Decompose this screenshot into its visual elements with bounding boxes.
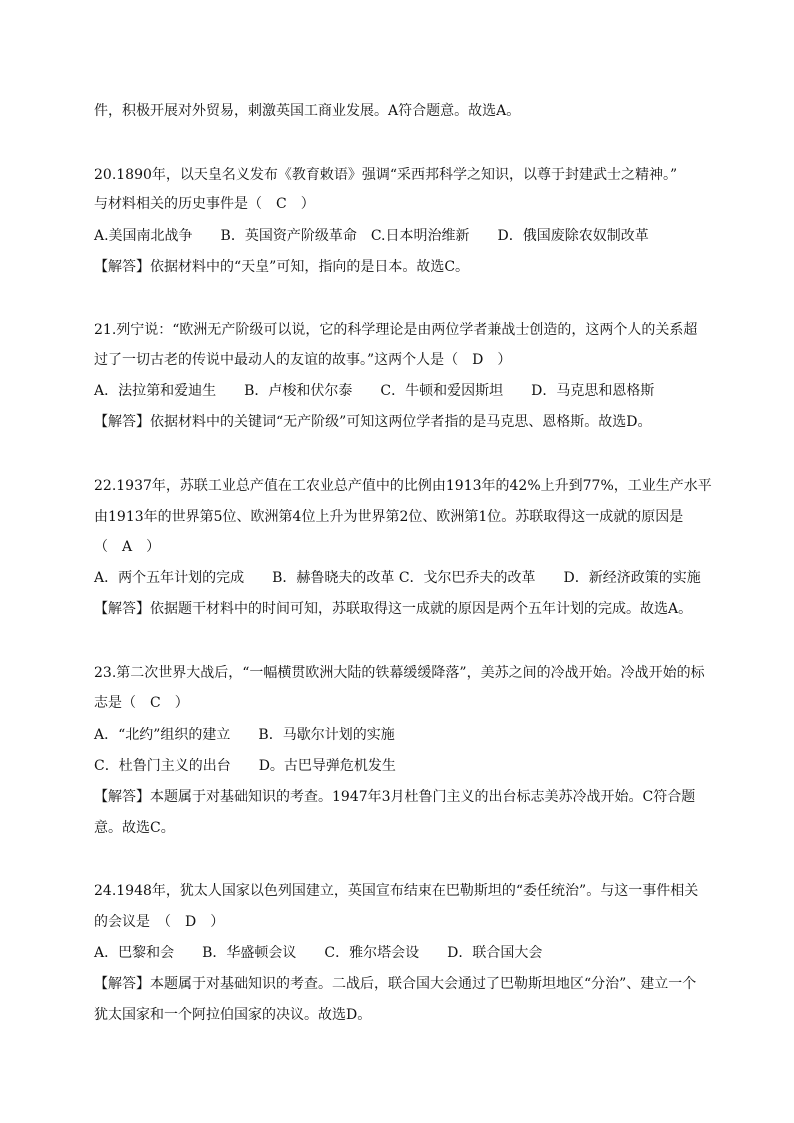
q24-stem-line1: 24.1948年，犹太人国家以色列国建立，英国宣布结束在巴勒斯坦的“委任统治”。与这一事件相关 — [94, 883, 699, 899]
intro-answer-continuation: 件，积极开展对外贸易，刺激英国工商业发展。A符合题意。故选A。 — [94, 103, 521, 119]
q23-options-line1: A．“北约”组织的建立 B．马歇尔计划的实施 — [94, 727, 395, 743]
q20-options: A.美国南北战争 B．英国资产阶级革命 C.日本明治维新 D．俄国废除农奴制改革 — [94, 228, 649, 244]
q24-stem-line2: 的会议是 （ D ） — [94, 914, 225, 930]
q22-stem-line2: 由1913年的世界第5位、欧洲第4位上升为世界第2位、欧洲第1位。苏联取得这一成就的原因是 — [94, 509, 684, 525]
q23-stem-line2: 志是（ C ） — [94, 695, 189, 711]
q20-stem-line1: 20.1890年，以天皇名义发布《教育敕语》强调“采西邦科学之知识，以尊于封建武士之精神。” — [94, 167, 678, 183]
q20-answer: 【解答】依据材料中的“天皇”可知，指向的是日本。故选C。 — [94, 259, 470, 275]
q22-answer: 【解答】依据题干材料中的时间可知，苏联取得这一成就的原因是两个五年计划的完成。故选A。 — [94, 601, 693, 617]
q23-answer-line2: 意。故选C。 — [94, 820, 175, 836]
q22-stem-line1: 22.1937年，苏联工业总产值在工农业总产值中的比例由1913年的42%上升到77%，工业生产水平 — [94, 478, 712, 494]
q23-options-line2: C．杜鲁门主义的出台 D。古巴导弹危机发生 — [94, 758, 396, 774]
q24-options: A．巴黎和会 B．华盛顿会议 C．雅尔塔会设 D．联合国大会 — [94, 945, 543, 961]
q22-stem-line3: （ A ） — [94, 539, 161, 555]
q21-stem-line1: 21.列宁说：“欧洲无产阶级可以说，它的科学理论是由两位学者兼战士创造的，这两个人的关系超 — [94, 322, 698, 338]
q21-answer: 【解答】依据材料中的关键词“无产阶级”可知这两位学者指的是马克思、恩格斯。故选D。 — [94, 414, 652, 430]
q22-options: A．两个五年计划的完成 B．赫鲁晓夫的改革 C．戈尔巴乔夫的改革 D．新经济政策的实施 — [94, 570, 701, 586]
q23-stem-line1: 23.第二次世界大战后，“一幅横贯欧洲大陆的铁幕缓缓降落”，美苏之间的冷战开始。冷战开始的标 — [94, 665, 705, 681]
q23-answer-line1: 【解答】本题属于对基础知识的考查。1947年3月杜鲁门主义的出台标志美苏冷战开始。C符合题 — [94, 789, 696, 805]
q21-stem-line2: 过了一切古老的传说中最动人的友谊的故事。”这两个人是（ D ） — [94, 352, 512, 368]
q24-answer-line1: 【解答】本题属于对基础知识的考查。二战后，联合国大会通过了巴勒斯坦地区“分治”、建立一个 — [94, 976, 697, 992]
q24-answer-line2: 犹太国家和一个阿拉伯国家的决议。故选D。 — [94, 1007, 372, 1023]
q21-options: A．法拉第和爱迪生 B．卢梭和伏尔泰 C．牛顿和爱因斯坦 D．马克思和恩格斯 — [94, 383, 655, 399]
q20-stem-line2: 与材料相关的历史事件是（ C ） — [94, 196, 315, 212]
